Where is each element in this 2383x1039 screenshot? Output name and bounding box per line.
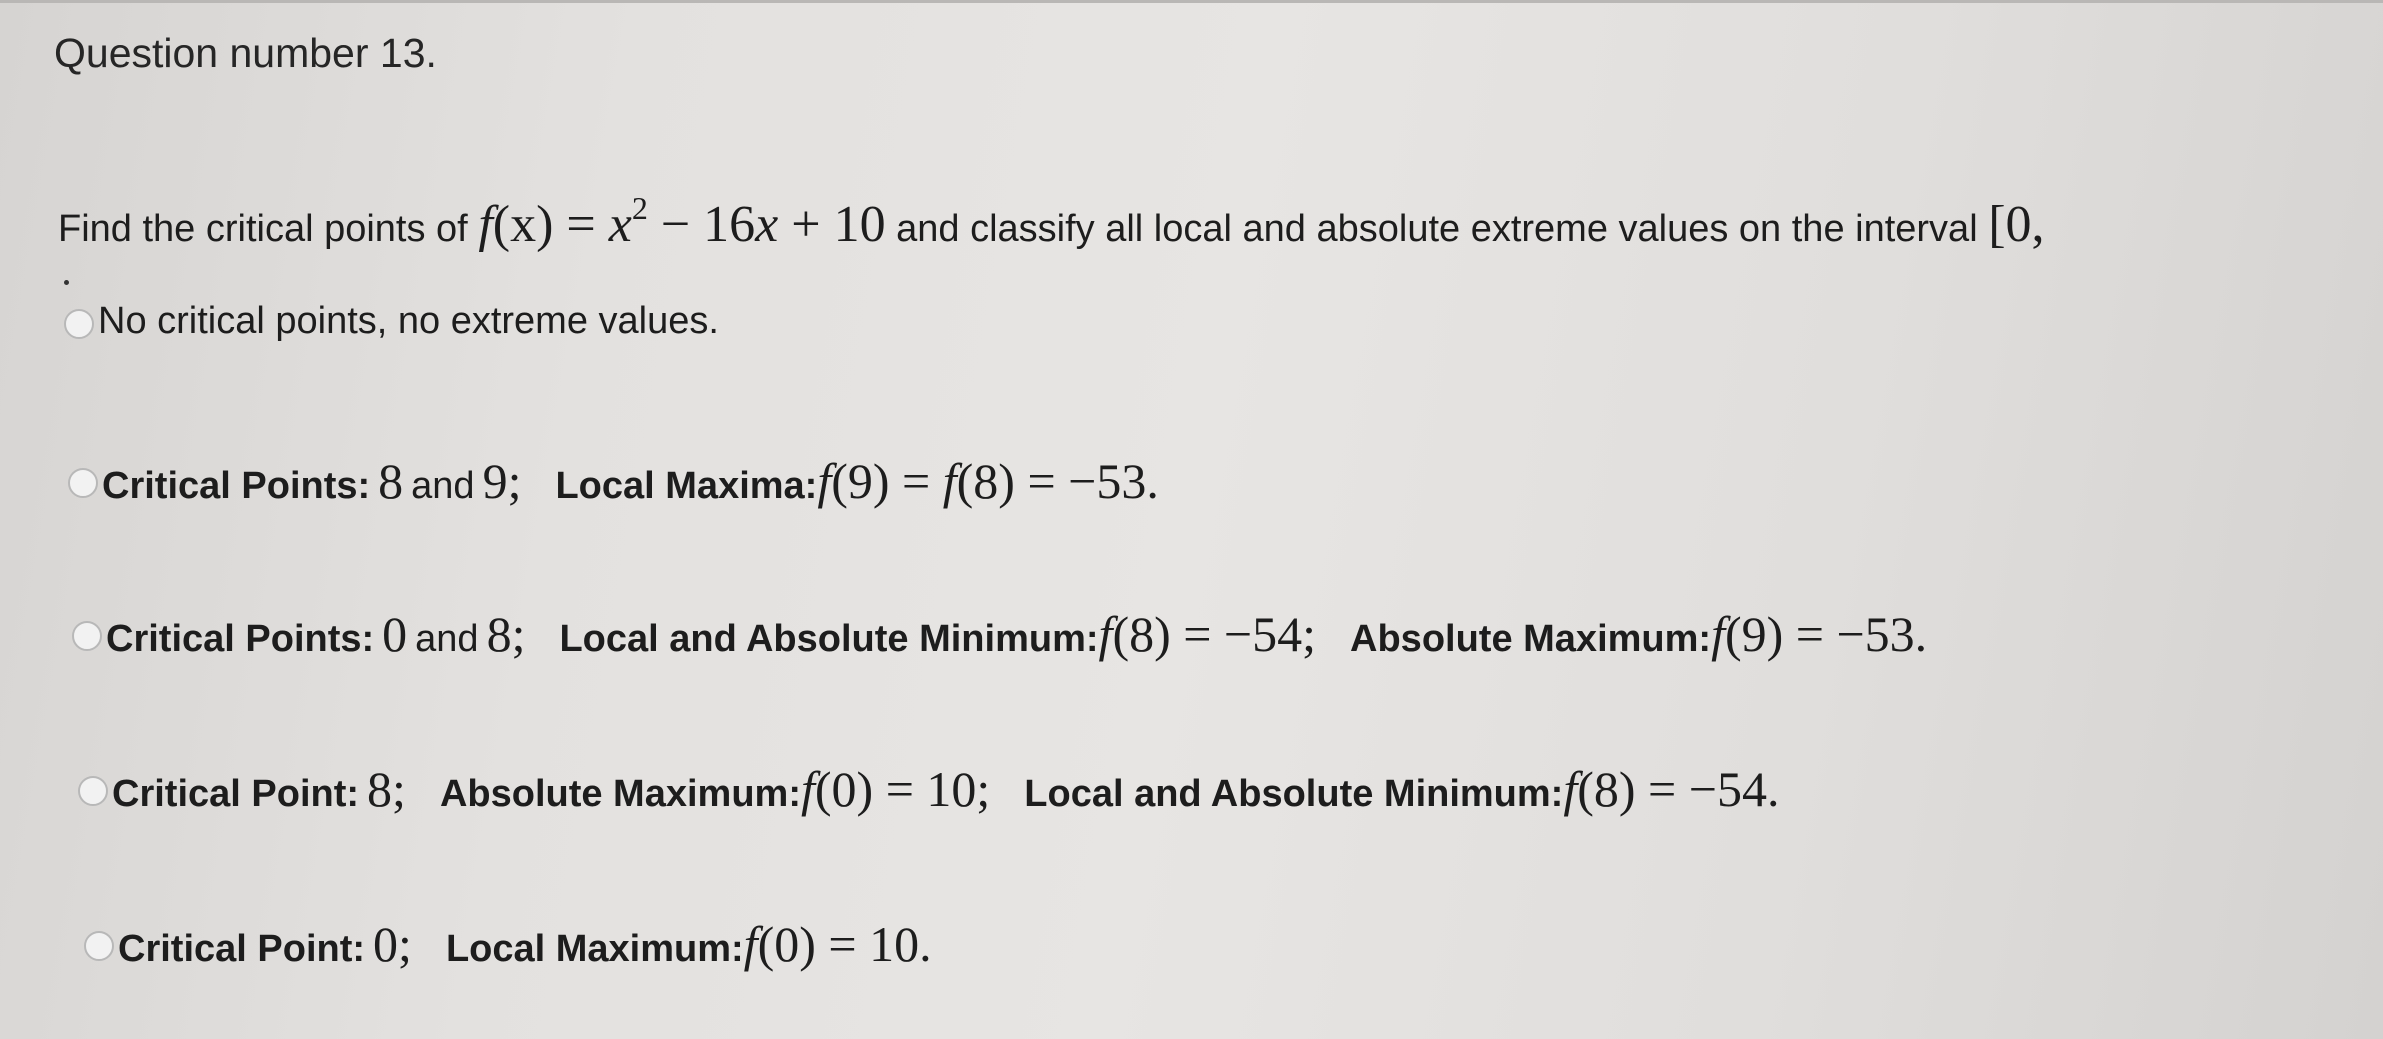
critical-points-label: Critical Points:	[102, 465, 371, 507]
separator: ;	[511, 606, 526, 662]
expression-part: (0) = 10;	[814, 761, 991, 817]
critical-point-value: 0	[373, 916, 399, 972]
function-name: f	[817, 453, 832, 509]
answer-option-1[interactable]	[64, 300, 719, 343]
radio-button[interactable]	[78, 776, 108, 806]
separator: ;	[392, 761, 406, 817]
expression-part: (8) = −54;	[1112, 606, 1317, 662]
top-divider	[0, 0, 2383, 3]
expression-part: (0) = 10.	[757, 916, 932, 972]
critical-points-label: Critical Points:	[106, 618, 375, 660]
question-prompt	[58, 190, 2045, 254]
extreme-expression	[801, 760, 990, 818]
function-name: f	[1563, 761, 1578, 817]
and-word: and	[415, 618, 479, 660]
answer-option-5[interactable]	[84, 915, 932, 973]
function-name: f	[1711, 606, 1725, 662]
answer-option-3[interactable]	[72, 605, 1927, 663]
function-tail: + 10	[778, 196, 886, 253]
extreme-expression	[744, 915, 932, 973]
question-number: Question number 13.	[54, 30, 437, 76]
prompt-prefix: Find the critical points of	[58, 208, 479, 250]
radio-button[interactable]	[68, 468, 98, 498]
function-name: f	[1098, 606, 1113, 662]
expression-part: (8) = −53.	[956, 453, 1159, 509]
function-exponent: 2	[631, 190, 648, 226]
function-name: f	[743, 916, 758, 972]
local-maximum-label: Local Maximum:	[445, 928, 744, 970]
answer-option-4[interactable]	[78, 760, 1779, 818]
separator: ;	[398, 916, 412, 972]
absolute-maximum-label: Absolute Maximum:	[1350, 618, 1712, 660]
extreme-expression	[1099, 605, 1317, 663]
expression-part: (9) = −53.	[1724, 606, 1928, 662]
critical-point-value: 0	[382, 606, 408, 662]
interval: [0,	[1988, 196, 2045, 253]
separator: ;	[507, 453, 522, 509]
function-name: f	[800, 761, 815, 817]
function-rest: − 16	[647, 196, 756, 253]
function-expression	[478, 190, 886, 253]
function-arg: (x) =	[492, 196, 609, 253]
critical-point-value: 8	[486, 606, 512, 662]
answer-option-2[interactable]	[68, 452, 1159, 510]
local-maxima-label: Local Maxima:	[555, 465, 818, 507]
function-name: f	[478, 196, 493, 253]
absolute-maximum-label: Absolute Maximum:	[439, 773, 801, 815]
extreme-expression	[1711, 605, 1927, 663]
critical-point-label: Critical Point:	[118, 928, 366, 970]
function-var-2: x	[755, 196, 779, 253]
option-text: No critical points, no extreme values.	[98, 300, 719, 342]
critical-point-value: 8	[367, 761, 393, 817]
and-word: and	[411, 465, 475, 507]
radio-button[interactable]	[72, 621, 102, 651]
local-absolute-minimum-label: Local and Absolute Minimum:	[1024, 773, 1564, 815]
function-name: f	[942, 453, 957, 509]
local-absolute-minimum-label: Local and Absolute Minimum:	[559, 618, 1099, 660]
critical-point-value: 9	[482, 453, 508, 509]
prompt-suffix: and classify all local and absolute extreme values on the interval	[885, 208, 1989, 250]
extreme-expression	[1563, 760, 1779, 818]
extreme-expression	[817, 452, 1159, 510]
expression-part: (9) =	[831, 453, 943, 509]
radio-button[interactable]	[84, 931, 114, 961]
bullet-dot	[64, 280, 69, 285]
expression-part: (8) = −54.	[1577, 761, 1780, 817]
radio-button[interactable]	[64, 309, 94, 339]
critical-point-value: 8	[378, 453, 404, 509]
function-var: x	[608, 196, 632, 253]
critical-point-label: Critical Point:	[112, 773, 360, 815]
